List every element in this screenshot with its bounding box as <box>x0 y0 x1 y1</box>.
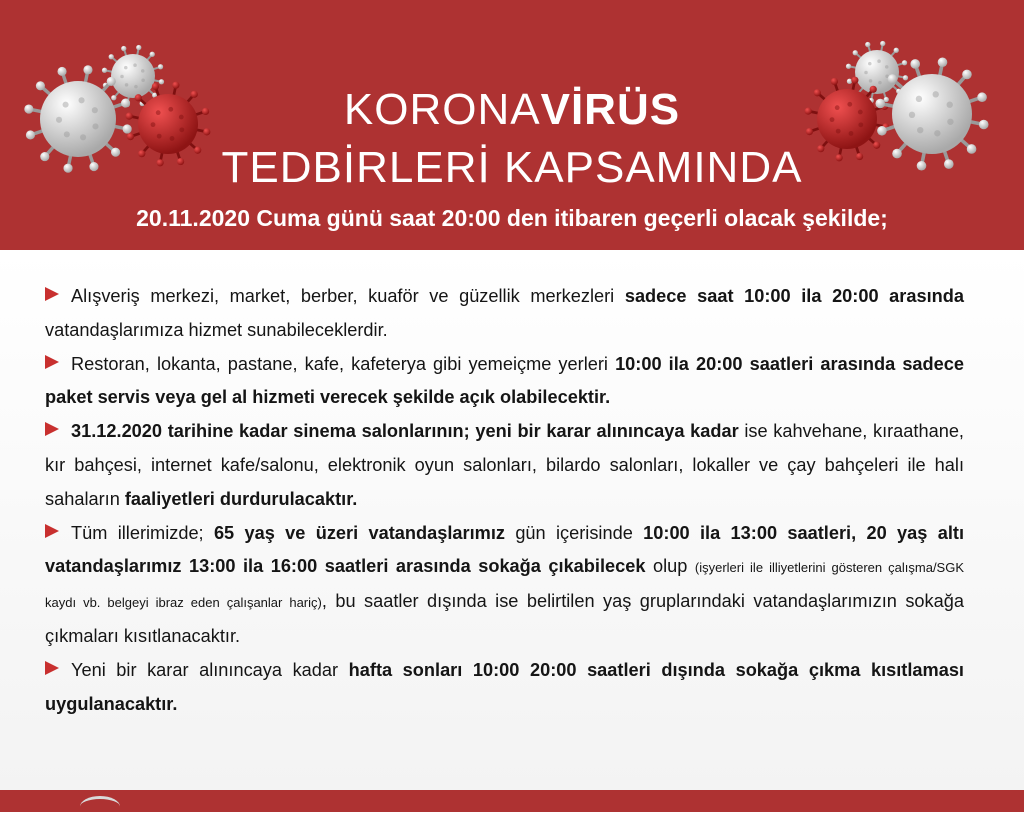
logo-mark <box>80 796 120 817</box>
list-item <box>45 348 964 416</box>
list-item <box>45 415 964 516</box>
page-subtitle: 20.11.2020 Cuma günü saat 20:00 den itibaren geçerli olacak şekilde; <box>136 205 888 231</box>
list-item <box>45 280 964 348</box>
segment: Alışveriş merkezi, market, berber, kuaför ve güzellik merkezleri <box>71 286 625 306</box>
triangle-right-icon <box>45 524 59 538</box>
list-item <box>45 517 964 654</box>
page-title-line1 <box>0 86 1024 134</box>
triangle-right-icon <box>45 661 59 675</box>
segment-bold: faaliyetleri durdurulacaktır. <box>124 488 358 509</box>
segment: Restoran, lokanta, pastane, kafe, kafeterya gibi yemeiçme yerleri <box>71 353 616 374</box>
footer-band <box>0 790 1024 812</box>
segment: ise kahvehane, kıraathane, kır bahçesi, internet kafe/salonu, elektronik oyun salonları, bilardo salonları, lokaller ve çay bahçeleri ile halı sahaların <box>45 421 964 509</box>
segment: vatandaşlarımıza hizmet sunabileceklerdir. <box>45 319 388 340</box>
segment-bold: sadece saat 10:00 ila 20:00 arasında <box>624 286 964 306</box>
segment-bold: 10:00 ila 13:00 saatleri, 20 yaş altı vatandaşlarımız 13:00 ila 16:00 saatleri arasında sokağa çıkabilecek <box>45 522 964 577</box>
segment: Yeni bir karar alınıncaya kadar <box>71 659 349 680</box>
triangle-right-icon <box>45 422 59 436</box>
segment: olup <box>645 556 695 577</box>
page-title-line2: TEDBİRLERİ KAPSAMINDA <box>221 143 803 192</box>
title-bold: VİRÜS <box>540 85 681 134</box>
triangle-right-icon <box>45 355 59 369</box>
segment-bold: 31.12.2020 tarihine kadar sinema salonlarının; yeni bir karar alınıncaya kadar <box>71 421 739 442</box>
triangle-right-icon <box>45 287 59 301</box>
measures-list <box>45 280 964 721</box>
segment-bold: 10:00 ila 20:00 saatleri arasında sadece paket servis veya gel al hizmeti verecek şekilde açık olabilecektir. <box>45 353 965 408</box>
segment-bold: 65 yaş ve üzeri vatandaşlarımız <box>213 522 505 543</box>
segment-bold: hafta sonları 10:00 20:00 saatleri dışında sokağa çıkma kısıtlaması uygulanacaktır. <box>45 659 964 714</box>
title-plain: KORONA <box>343 85 541 134</box>
segment-small: (işyerleri ile illiyetlerini gösteren çalışma/SGK kaydı vb. belgeyi ibraz eden çalışanlar hariç) <box>45 560 965 611</box>
segment: gün içerisinde <box>504 522 644 543</box>
segment: , bu saatler dışında ise belirtilen yaş gruplarındaki vatandaşlarımızın sokağa çıkmaları kısıtlanacaktır. <box>45 591 964 646</box>
segment: Tüm illerimizde; <box>71 522 214 543</box>
list-item <box>45 654 964 722</box>
